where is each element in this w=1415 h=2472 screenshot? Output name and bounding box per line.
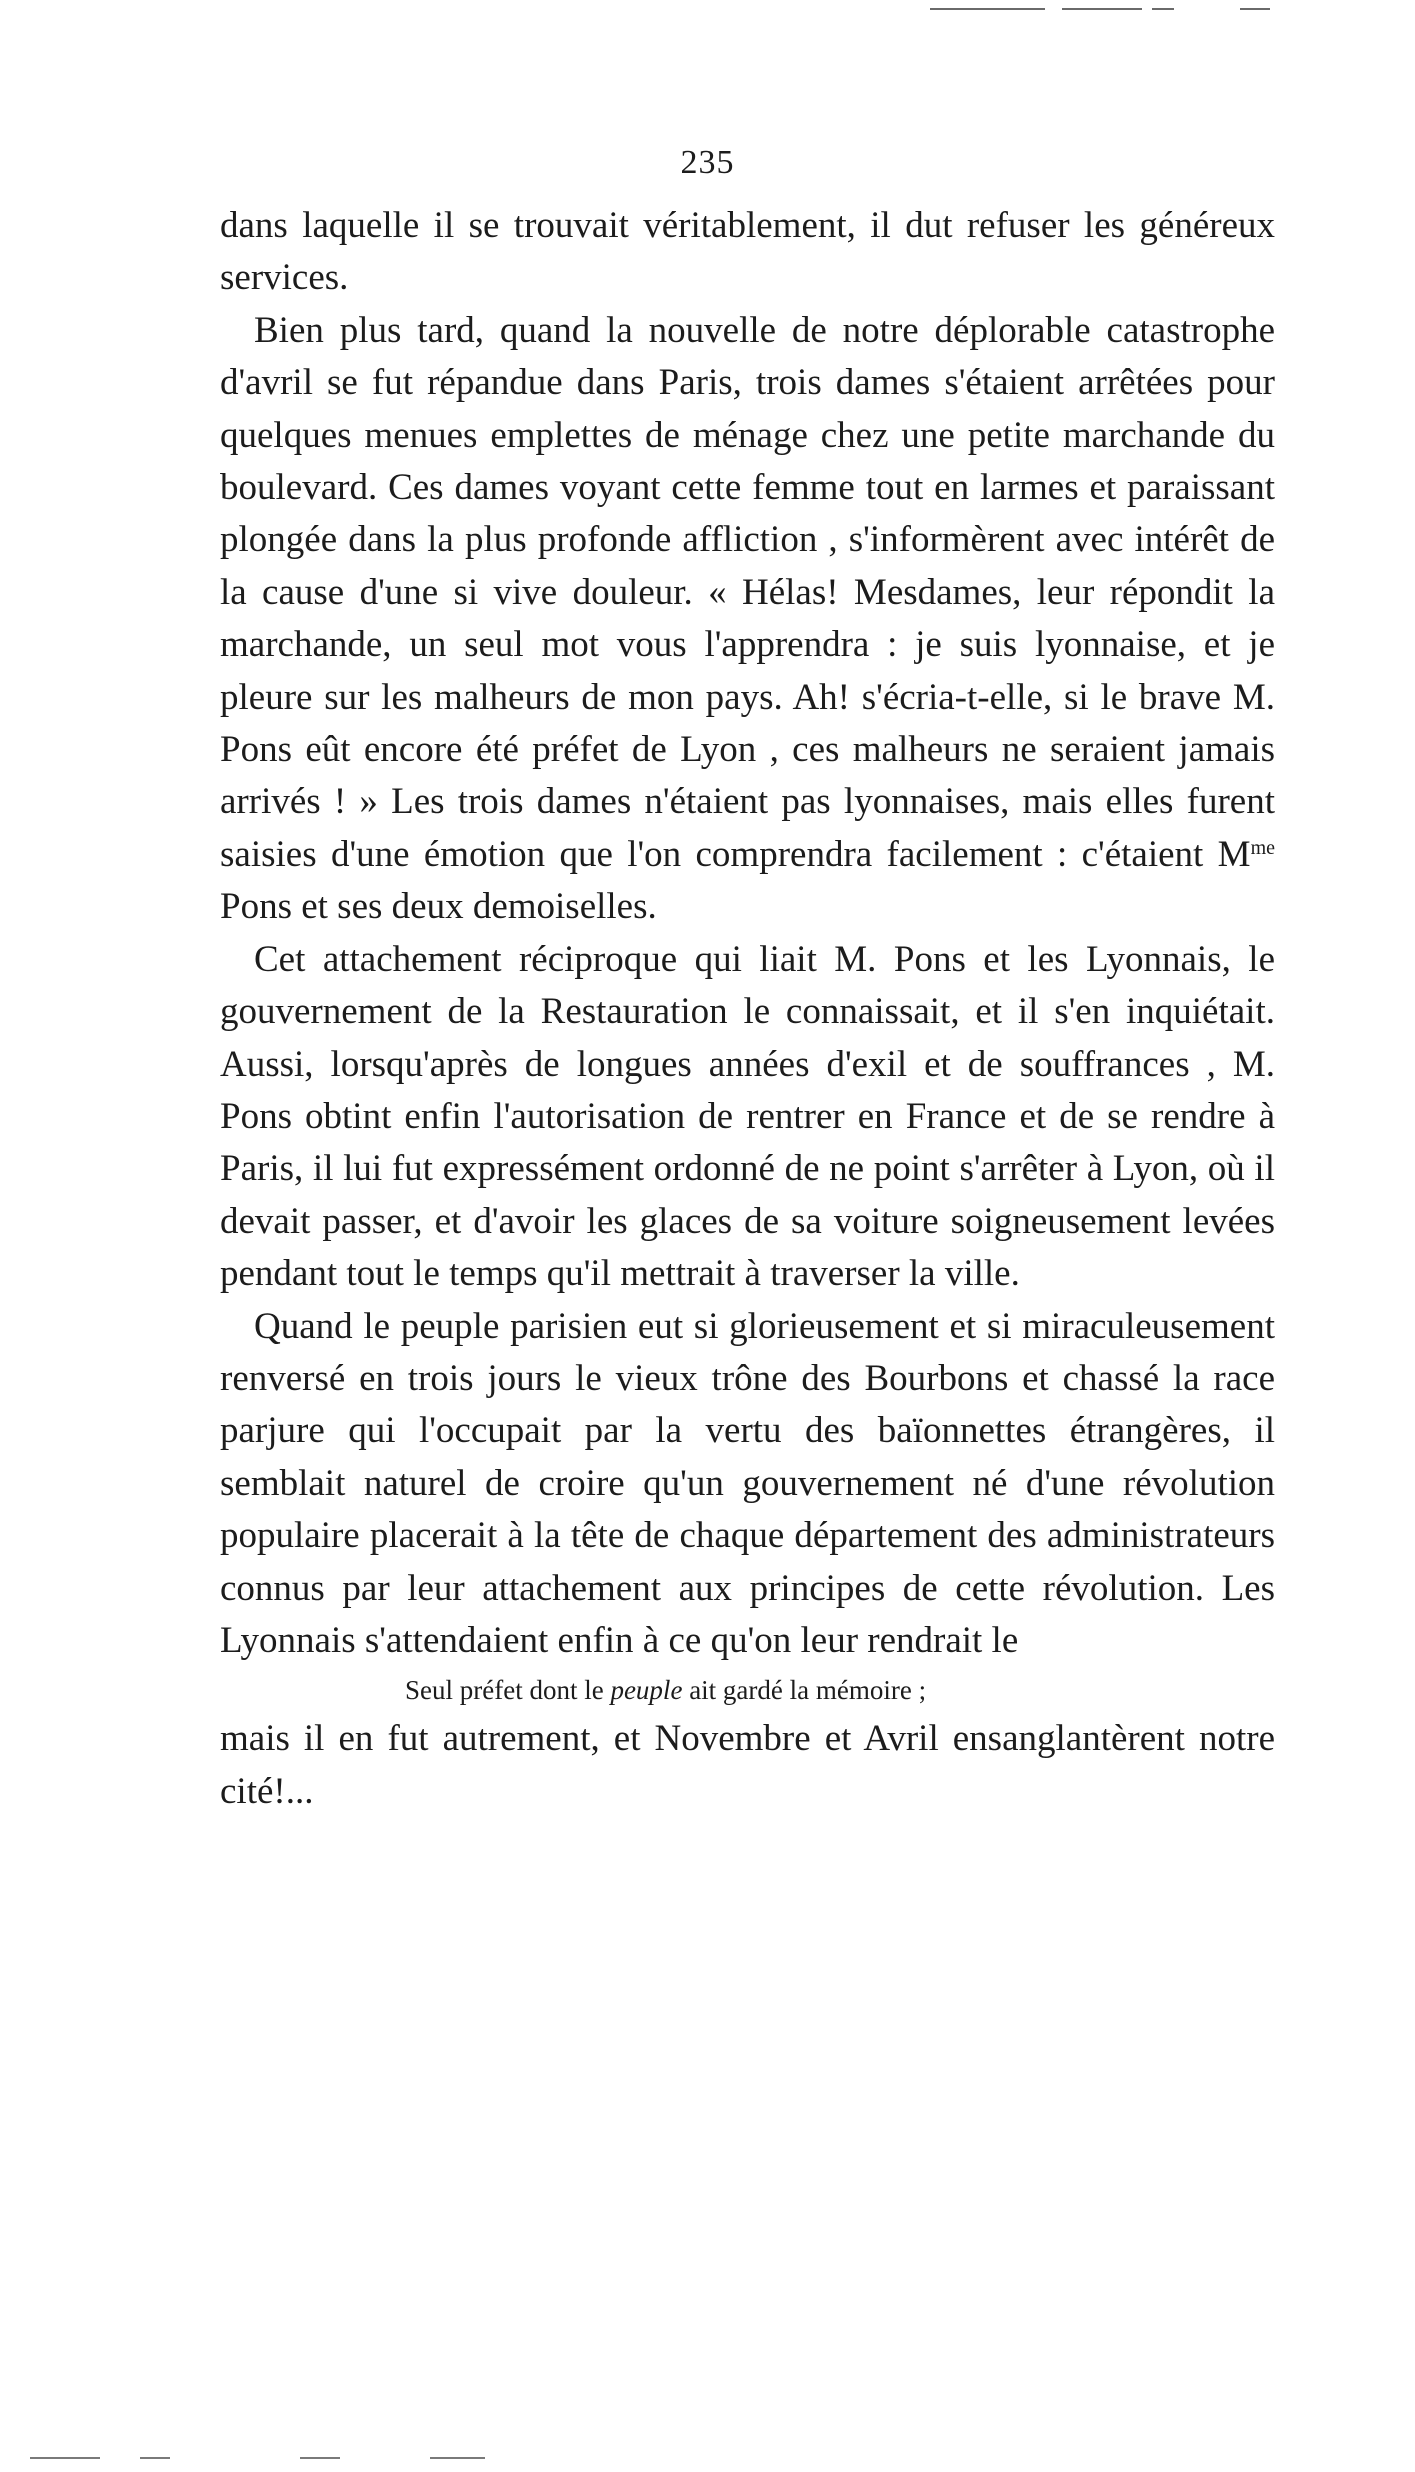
scan-edge-mark — [30, 2457, 100, 2459]
scan-edge-rule — [1152, 8, 1174, 10]
verse-emphasis: peuple — [610, 1675, 683, 1706]
paragraph: dans laquelle il se trouvait véritablement, il dut refuser les généreux services. — [220, 205, 1275, 299]
page-number: 235 — [680, 144, 735, 181]
scan-edge-rule — [1240, 8, 1270, 10]
scan-edge-rule — [1062, 8, 1142, 10]
body-text — [220, 200, 1275, 1818]
scan-edge-mark — [140, 2457, 170, 2459]
scan-edge-mark — [430, 2457, 485, 2459]
paragraph — [220, 305, 1275, 934]
paragraph: Cet attachement réciproque qui liait M. Pons et les Lyonnais, le gouvernement de la Restauration le connaissait, et il s'en inquiétait. Aussi, lorsqu'après de longues années d'exil et de souffrances , M. Pons obtint enfin l'autorisation de rentrer en France et de se rendre à Paris, il lui fut expressément ordonné de ne point s'arrêter à Lyon, où il devait passer, et d'avoir les glaces de sa voiture soigneusement levées pendant tout le temps qu'il mettrait à traverser la ville. — [220, 938, 1275, 1295]
superscript-abbrev: me — [1250, 836, 1275, 859]
paragraph-text-end: Pons et ses deux demoiselles. — [220, 886, 657, 928]
paragraph-text: Bien plus tard, quand la nouvelle de notre déplorable catastrophe d'avril se fut répandue dans Paris, trois dames s'étaient arrêtées pour quelques menues emplettes de ménage chez une petite marchande du boulevard. Ces dames voyant cette femme tout en larmes et paraissant plongée dans la plus profonde affliction , s'informèrent avec intérêt de la cause d'une si vive douleur. « Hélas! Mesdames, leur répondit la marchande, un seul mot vous l'apprendra : je suis lyonnaise, et je pleure sur les malheurs de mon pays. Ah! s'écria-t-elle, si le brave M. Pons eût encore été préfet de Lyon , ces malheurs ne seraient jamais arrivés ! » Les trois dames n'étaient pas lyonnaises, mais elles furent saisies d'une émotion que l'on comprendra facilement : c'étaient M — [220, 309, 1275, 875]
scan-edge-rule — [930, 8, 1045, 10]
scan-edge-mark — [300, 2457, 340, 2459]
verse-text-end: ait gardé la mémoire ; — [682, 1675, 927, 1706]
paragraph: mais il en fut autrement, et Novembre et Avril ensanglantèrent notre cité!... — [220, 1718, 1275, 1812]
quoted-verse — [220, 1667, 1275, 1713]
verse-text: Seul préfet dont le — [405, 1675, 611, 1706]
paragraph: Quand le peuple parisien eut si glorieusement et si miraculeusement renversé en trois jours le vieux trône des Bourbons et chassé la race parjure qui l'occupait par la vertu des baïonnettes étrangères, il semblait naturel de croire qu'un gouvernement né d'une révolution populaire placerait à la tête de chaque département des administrateurs connus par leur attachement aux principes de cette révolution. Les Lyonnais s'attendaient enfin à ce qu'on leur rendrait le — [220, 1305, 1275, 1661]
